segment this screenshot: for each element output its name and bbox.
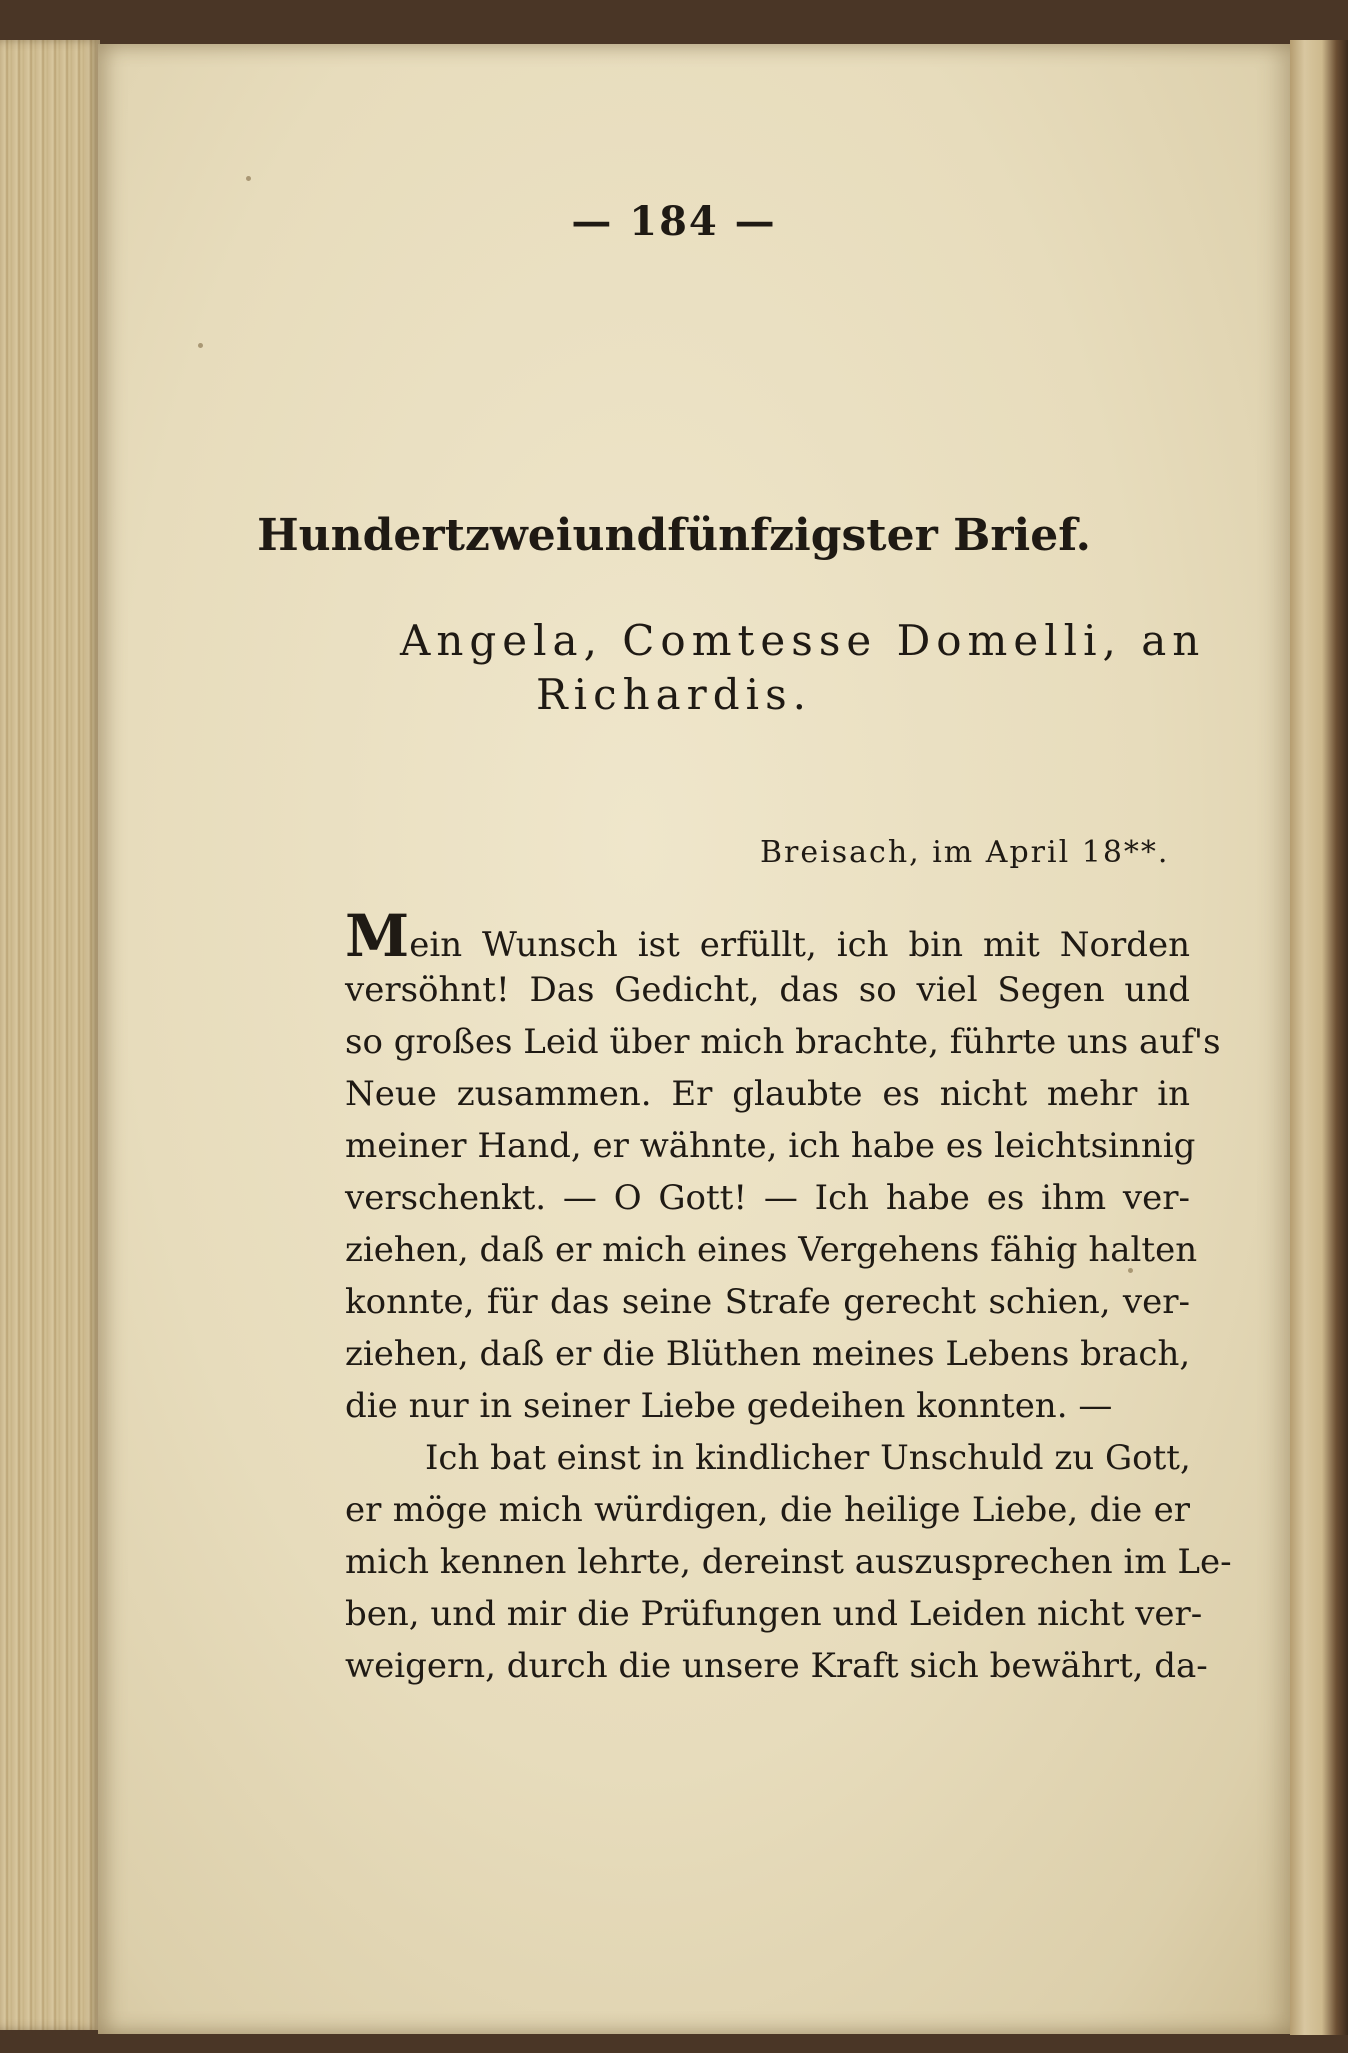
body-line: verschenkt. — O Gott! — Ich habe es ihm ver- [345, 1178, 1190, 1218]
body-line-text: ein Wunsch ist erfüllt, ich bin mit Norden [409, 925, 1190, 965]
body-line: Ich bat einst in kindlicher Unschuld zu Gott, [425, 1438, 1191, 1478]
letter-heading: Hundertzweiundfünfzigster Brief. [257, 510, 1091, 561]
body-line: mich kennen lehrte, dereinst auszusprechen im Le- [345, 1542, 1232, 1582]
body-line: meiner Hand, er wähnte, ich habe es leichtsinnig [345, 1126, 1196, 1166]
body-line: ziehen, daß er mich eines Vergehens fähig halten [345, 1230, 1198, 1270]
addressee-line-2: Richardis. [536, 670, 812, 719]
body-line: weigern, durch die unsere Kraft sich bewährt, da- [345, 1646, 1208, 1686]
foxing-spot [198, 343, 203, 348]
addressee-line-1: Angela, Comtesse Domelli, an [400, 616, 1206, 665]
body-line: die nur in seiner Liebe gedeihen konnten. — [345, 1386, 1113, 1426]
page-edge-right [1290, 40, 1348, 2035]
body-line: versöhnt! Das Gedicht, das so viel Segen und [345, 970, 1190, 1010]
body-line [345, 902, 1190, 970]
page-edges-left [0, 40, 100, 2030]
body-line: ziehen, daß er die Blüthen meines Lebens brach, [345, 1334, 1191, 1374]
page-number: — 184 — [571, 198, 777, 245]
dateline: Breisach, im April 18**. [760, 835, 1170, 870]
drop-cap: M [345, 902, 410, 970]
body-line: Neue zusammen. Er glaubte es nicht mehr in [345, 1074, 1190, 1114]
body-line: er möge mich würdigen, die heilige Liebe, die er [345, 1490, 1190, 1530]
body-line: so großes Leid über mich brachte, führte uns auf's [345, 1022, 1221, 1062]
foxing-spot [246, 176, 251, 181]
body-line: ben, und mir die Prüfungen und Leiden nicht ver- [345, 1594, 1203, 1634]
body-line: konnte, für das seine Strafe gerecht schien, ver- [345, 1282, 1190, 1322]
